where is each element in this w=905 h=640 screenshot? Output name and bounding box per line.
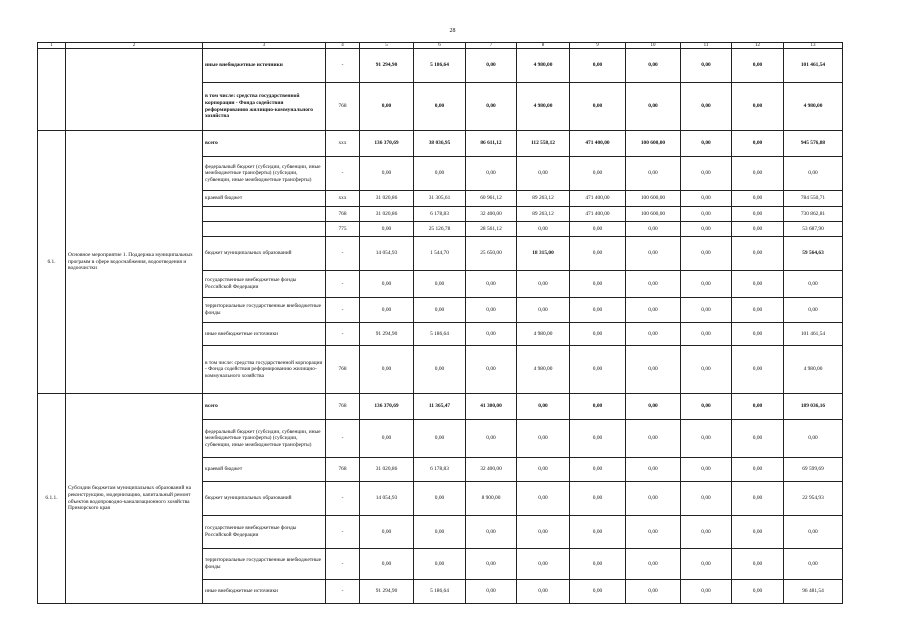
value-cell: 0,00 <box>681 580 732 604</box>
budget-table <box>37 42 843 604</box>
value-cell: 0,00 <box>681 157 732 191</box>
value-cell: 0,00 <box>517 420 570 458</box>
budget-code: - <box>326 49 360 83</box>
value-cell: 25 126,78 <box>414 222 466 237</box>
funding-source: иные внебюджетные источники <box>203 49 326 83</box>
value-cell: 0,00 <box>570 580 626 604</box>
value-cell: 31 020,86 <box>360 207 414 222</box>
value-cell: 59 564,63 <box>784 237 843 271</box>
value-cell: 136 370,69 <box>360 394 414 420</box>
funding-source: федеральный бюджет (субсидии, субвенции, иные межбюджетные трансферты) (субсидии, субвенции, иные межбюджетные трансферты) <box>203 420 326 458</box>
value-cell: 0,00 <box>466 420 517 458</box>
value-cell: 0,00 <box>570 346 626 394</box>
budget-code: - <box>326 323 360 346</box>
value-cell: 0,00 <box>681 394 732 420</box>
value-cell: 0,00 <box>732 83 784 131</box>
value-cell: 471 400,00 <box>570 207 626 222</box>
value-cell: 0,00 <box>360 157 414 191</box>
value-cell: 0,00 <box>732 271 784 298</box>
value-cell: 945 576,88 <box>784 131 843 157</box>
value-cell: 0,00 <box>570 549 626 580</box>
value-cell: 0,00 <box>414 83 466 131</box>
value-cell: 0,00 <box>681 237 732 271</box>
value-cell: 28 561,12 <box>466 222 517 237</box>
header-cell: 13 <box>784 43 843 49</box>
value-cell: 86 611,12 <box>466 131 517 157</box>
value-cell: 0,00 <box>570 157 626 191</box>
value-cell: 0,00 <box>732 298 784 323</box>
budget-code: 775 <box>326 222 360 237</box>
value-cell: 4 980,00 <box>517 83 570 131</box>
funding-source: бюджет муниципальных образований <box>203 482 326 516</box>
value-cell: 0,00 <box>414 482 466 516</box>
funding-source: государственные внебюджетные фонды Российской Федерации <box>203 516 326 549</box>
budget-code: - <box>326 298 360 323</box>
value-cell: 0,00 <box>360 83 414 131</box>
budget-code: 768 <box>326 83 360 131</box>
value-cell: 0,00 <box>466 346 517 394</box>
value-cell: 0,00 <box>626 157 681 191</box>
value-cell: 100 600,00 <box>626 131 681 157</box>
value-cell: 0,00 <box>784 298 843 323</box>
value-cell: 0,00 <box>681 207 732 222</box>
value-cell: 0,00 <box>570 83 626 131</box>
value-cell: 0,00 <box>517 580 570 604</box>
value-cell: 91 294,90 <box>360 323 414 346</box>
value-cell: 0,00 <box>466 549 517 580</box>
value-cell: 4 980,00 <box>784 83 843 131</box>
value-cell: 0,00 <box>732 580 784 604</box>
value-cell: 0,00 <box>466 49 517 83</box>
value-cell: 0,00 <box>570 298 626 323</box>
value-cell: 0,00 <box>732 458 784 482</box>
value-cell: 89 263,12 <box>517 191 570 207</box>
value-cell: 96 481,54 <box>784 580 843 604</box>
value-cell: 8 900,00 <box>466 482 517 516</box>
funding-source: всего <box>203 394 326 420</box>
value-cell: 22 954,93 <box>784 482 843 516</box>
value-cell: 471 400,00 <box>570 131 626 157</box>
value-cell: 5 186,64 <box>414 323 466 346</box>
value-cell: 0,00 <box>414 157 466 191</box>
value-cell: 0,00 <box>360 516 414 549</box>
value-cell: 0,00 <box>784 271 843 298</box>
value-cell: 0,00 <box>360 346 414 394</box>
value-cell: 0,00 <box>360 420 414 458</box>
value-cell: 0,00 <box>732 157 784 191</box>
funding-source: бюджет муниципальных образований <box>203 237 326 271</box>
value-cell: 0,00 <box>626 222 681 237</box>
funding-source: всего <box>203 131 326 157</box>
value-cell: 91 294,90 <box>360 49 414 83</box>
budget-code: 768 <box>326 394 360 420</box>
value-cell: 53 687,90 <box>784 222 843 237</box>
value-cell: 14 054,93 <box>360 237 414 271</box>
value-cell: 100 600,00 <box>626 191 681 207</box>
value-cell: 18 315,00 <box>517 237 570 271</box>
value-cell: 0,00 <box>681 298 732 323</box>
header-cell: 4 <box>326 43 360 49</box>
value-cell: 41 300,00 <box>466 394 517 420</box>
value-cell: 0,00 <box>681 346 732 394</box>
value-cell: 0,00 <box>732 323 784 346</box>
value-cell: 0,00 <box>732 346 784 394</box>
funding-source: в том числе: средства государственной корпорации - Фонда содействия реформированию жилищно-коммунального хозяйства <box>203 346 326 394</box>
value-cell: 0,00 <box>517 222 570 237</box>
value-cell: 0,00 <box>517 298 570 323</box>
value-cell: 0,00 <box>681 458 732 482</box>
value-cell: 0,00 <box>570 237 626 271</box>
funding-source: иные внебюджетные источники <box>203 323 326 346</box>
table-row <box>38 131 843 157</box>
value-cell: 32 400,00 <box>466 207 517 222</box>
measure-number: 6.1.1. <box>38 394 66 604</box>
funding-source: государственные внебюджетные фонды Российской Федерации <box>203 271 326 298</box>
value-cell: 31 305,61 <box>414 191 466 207</box>
funding-source <box>203 207 326 222</box>
value-cell: 0,00 <box>360 549 414 580</box>
value-cell: 0,00 <box>414 271 466 298</box>
budget-code: 768 <box>326 458 360 482</box>
measure-description <box>66 49 203 131</box>
budget-code: 768 <box>326 207 360 222</box>
measure-description: Субсидии бюджетам муниципальных образований на реконструкцию, модернизацию, капитальный ремонт объектов водопроводно-канализационного хозяйства Приморского края <box>66 394 203 604</box>
value-cell: 0,00 <box>570 222 626 237</box>
value-cell: 0,00 <box>681 420 732 458</box>
header-cell: 10 <box>626 43 681 49</box>
budget-code: - <box>326 482 360 516</box>
value-cell: 0,00 <box>466 271 517 298</box>
value-cell: 0,00 <box>414 420 466 458</box>
budget-code: - <box>326 157 360 191</box>
value-cell: 0,00 <box>732 131 784 157</box>
value-cell: 101 461,54 <box>784 323 843 346</box>
value-cell: 0,00 <box>570 271 626 298</box>
budget-code: ххх <box>326 131 360 157</box>
value-cell: 0,00 <box>626 420 681 458</box>
value-cell: 0,00 <box>626 271 681 298</box>
value-cell: 0,00 <box>360 271 414 298</box>
value-cell: 0,00 <box>466 580 517 604</box>
value-cell: 0,00 <box>517 271 570 298</box>
header-cell: 3 <box>203 43 326 49</box>
value-cell: 69 599,69 <box>784 458 843 482</box>
value-cell: 0,00 <box>732 49 784 83</box>
measure-number: 6.1. <box>38 131 66 394</box>
value-cell: 0,00 <box>626 458 681 482</box>
header-cell: 5 <box>360 43 414 49</box>
value-cell: 0,00 <box>626 323 681 346</box>
value-cell: 0,00 <box>626 346 681 394</box>
value-cell: 100 600,00 <box>626 207 681 222</box>
header-cell: 9 <box>570 43 626 49</box>
value-cell: 0,00 <box>517 516 570 549</box>
funding-source: иные внебюджетные источники <box>203 580 326 604</box>
value-cell: 189 036,16 <box>784 394 843 420</box>
funding-source: территориальные государственные внебюджетные фонды <box>203 298 326 323</box>
value-cell: 784 550,71 <box>784 191 843 207</box>
value-cell: 112 558,12 <box>517 131 570 157</box>
value-cell: 0,00 <box>681 271 732 298</box>
value-cell: 0,00 <box>681 191 732 207</box>
header-cell: 1 <box>38 43 66 49</box>
budget-code: - <box>326 549 360 580</box>
header-cell: 7 <box>466 43 517 49</box>
value-cell: 1 544,70 <box>414 237 466 271</box>
value-cell: 0,00 <box>732 482 784 516</box>
value-cell: 31 020,86 <box>360 458 414 482</box>
value-cell: 0,00 <box>517 458 570 482</box>
value-cell: 31 020,86 <box>360 191 414 207</box>
funding-source <box>203 222 326 237</box>
value-cell: 0,00 <box>517 549 570 580</box>
value-cell: 0,00 <box>732 549 784 580</box>
value-cell: 4 980,00 <box>517 323 570 346</box>
value-cell: 0,00 <box>414 516 466 549</box>
value-cell: 0,00 <box>466 83 517 131</box>
value-cell: 0,00 <box>626 237 681 271</box>
table-row <box>38 394 843 420</box>
value-cell: 0,00 <box>414 549 466 580</box>
value-cell: 25 650,00 <box>466 237 517 271</box>
value-cell: 4 980,00 <box>784 346 843 394</box>
value-cell: 0,00 <box>414 346 466 394</box>
value-cell: 0,00 <box>732 420 784 458</box>
value-cell: 0,00 <box>681 49 732 83</box>
value-cell: 0,00 <box>681 516 732 549</box>
budget-code: 768 <box>326 346 360 394</box>
value-cell: 0,00 <box>626 298 681 323</box>
value-cell: 0,00 <box>681 323 732 346</box>
value-cell: 0,00 <box>732 191 784 207</box>
value-cell: 6 178,83 <box>414 458 466 482</box>
value-cell: 0,00 <box>570 482 626 516</box>
value-cell: 0,00 <box>626 49 681 83</box>
header-cell: 12 <box>732 43 784 49</box>
value-cell: 0,00 <box>517 482 570 516</box>
budget-code: ххх <box>326 191 360 207</box>
value-cell: 0,00 <box>626 516 681 549</box>
value-cell: 0,00 <box>732 516 784 549</box>
value-cell: 0,00 <box>681 549 732 580</box>
measure-description: Основное мероприятие 1. Поддержка муниципальных программ в сфере водоснабжения, водоотведения и водоочистки <box>66 131 203 394</box>
value-cell: 0,00 <box>570 516 626 549</box>
header-cell: 8 <box>517 43 570 49</box>
value-cell: 0,00 <box>570 458 626 482</box>
value-cell: 730 862,81 <box>784 207 843 222</box>
value-cell: 0,00 <box>626 394 681 420</box>
funding-source: краевой бюджет <box>203 458 326 482</box>
value-cell: 0,00 <box>626 482 681 516</box>
header-cell: 2 <box>66 43 203 49</box>
value-cell: 4 980,00 <box>517 346 570 394</box>
funding-source: федеральный бюджет (субсидии, субвенции, иные межбюджетные трансферты) (субсидии, субвенции, иные межбюджетные трансферты) <box>203 157 326 191</box>
value-cell: 0,00 <box>681 482 732 516</box>
value-cell: 0,00 <box>732 394 784 420</box>
value-cell: 14 054,93 <box>360 482 414 516</box>
value-cell: 6 178,83 <box>414 207 466 222</box>
value-cell: 91 294,90 <box>360 580 414 604</box>
value-cell: 0,00 <box>570 420 626 458</box>
funding-source: краевой бюджет <box>203 191 326 207</box>
table-row <box>38 49 843 83</box>
funding-source: в том числе: средства государственной корпорации - Фонда содействия реформированию жилищно-коммунального хозяйства <box>203 83 326 131</box>
value-cell: 0,00 <box>360 222 414 237</box>
value-cell: 4 980,00 <box>517 49 570 83</box>
value-cell: 0,00 <box>414 298 466 323</box>
value-cell: 0,00 <box>626 549 681 580</box>
value-cell: 136 370,69 <box>360 131 414 157</box>
value-cell: 0,00 <box>466 157 517 191</box>
value-cell: 0,00 <box>681 83 732 131</box>
value-cell: 0,00 <box>681 131 732 157</box>
funding-source: территориальные государственные внебюджетные фонды <box>203 549 326 580</box>
value-cell: 5 186,64 <box>414 49 466 83</box>
value-cell: 0,00 <box>784 157 843 191</box>
value-cell: 471 400,00 <box>570 191 626 207</box>
value-cell: 89 263,12 <box>517 207 570 222</box>
value-cell: 38 036,95 <box>414 131 466 157</box>
value-cell: 32 400,00 <box>466 458 517 482</box>
value-cell: 0,00 <box>626 83 681 131</box>
value-cell: 101 461,54 <box>784 49 843 83</box>
page-number: 28 <box>449 28 456 34</box>
measure-number <box>38 49 66 131</box>
budget-code: - <box>326 580 360 604</box>
value-cell: 0,00 <box>570 49 626 83</box>
value-cell: 0,00 <box>732 222 784 237</box>
value-cell: 0,00 <box>784 420 843 458</box>
budget-code: - <box>326 516 360 549</box>
value-cell: 0,00 <box>466 516 517 549</box>
budget-code: - <box>326 420 360 458</box>
value-cell: 0,00 <box>732 207 784 222</box>
header-cell: 6 <box>414 43 466 49</box>
value-cell: 0,00 <box>360 298 414 323</box>
value-cell: 0,00 <box>466 298 517 323</box>
value-cell: 0,00 <box>570 323 626 346</box>
value-cell: 0,00 <box>626 580 681 604</box>
value-cell: 60 961,12 <box>466 191 517 207</box>
header-cell: 11 <box>681 43 732 49</box>
value-cell: 0,00 <box>517 394 570 420</box>
value-cell: 0,00 <box>466 323 517 346</box>
budget-code: - <box>326 237 360 271</box>
value-cell: 0,00 <box>570 394 626 420</box>
value-cell: 0,00 <box>784 549 843 580</box>
value-cell: 0,00 <box>681 222 732 237</box>
value-cell: 0,00 <box>784 516 843 549</box>
budget-code: - <box>326 271 360 298</box>
value-cell: 0,00 <box>517 157 570 191</box>
value-cell: 11 365,47 <box>414 394 466 420</box>
value-cell: 5 186,64 <box>414 580 466 604</box>
value-cell: 0,00 <box>732 237 784 271</box>
